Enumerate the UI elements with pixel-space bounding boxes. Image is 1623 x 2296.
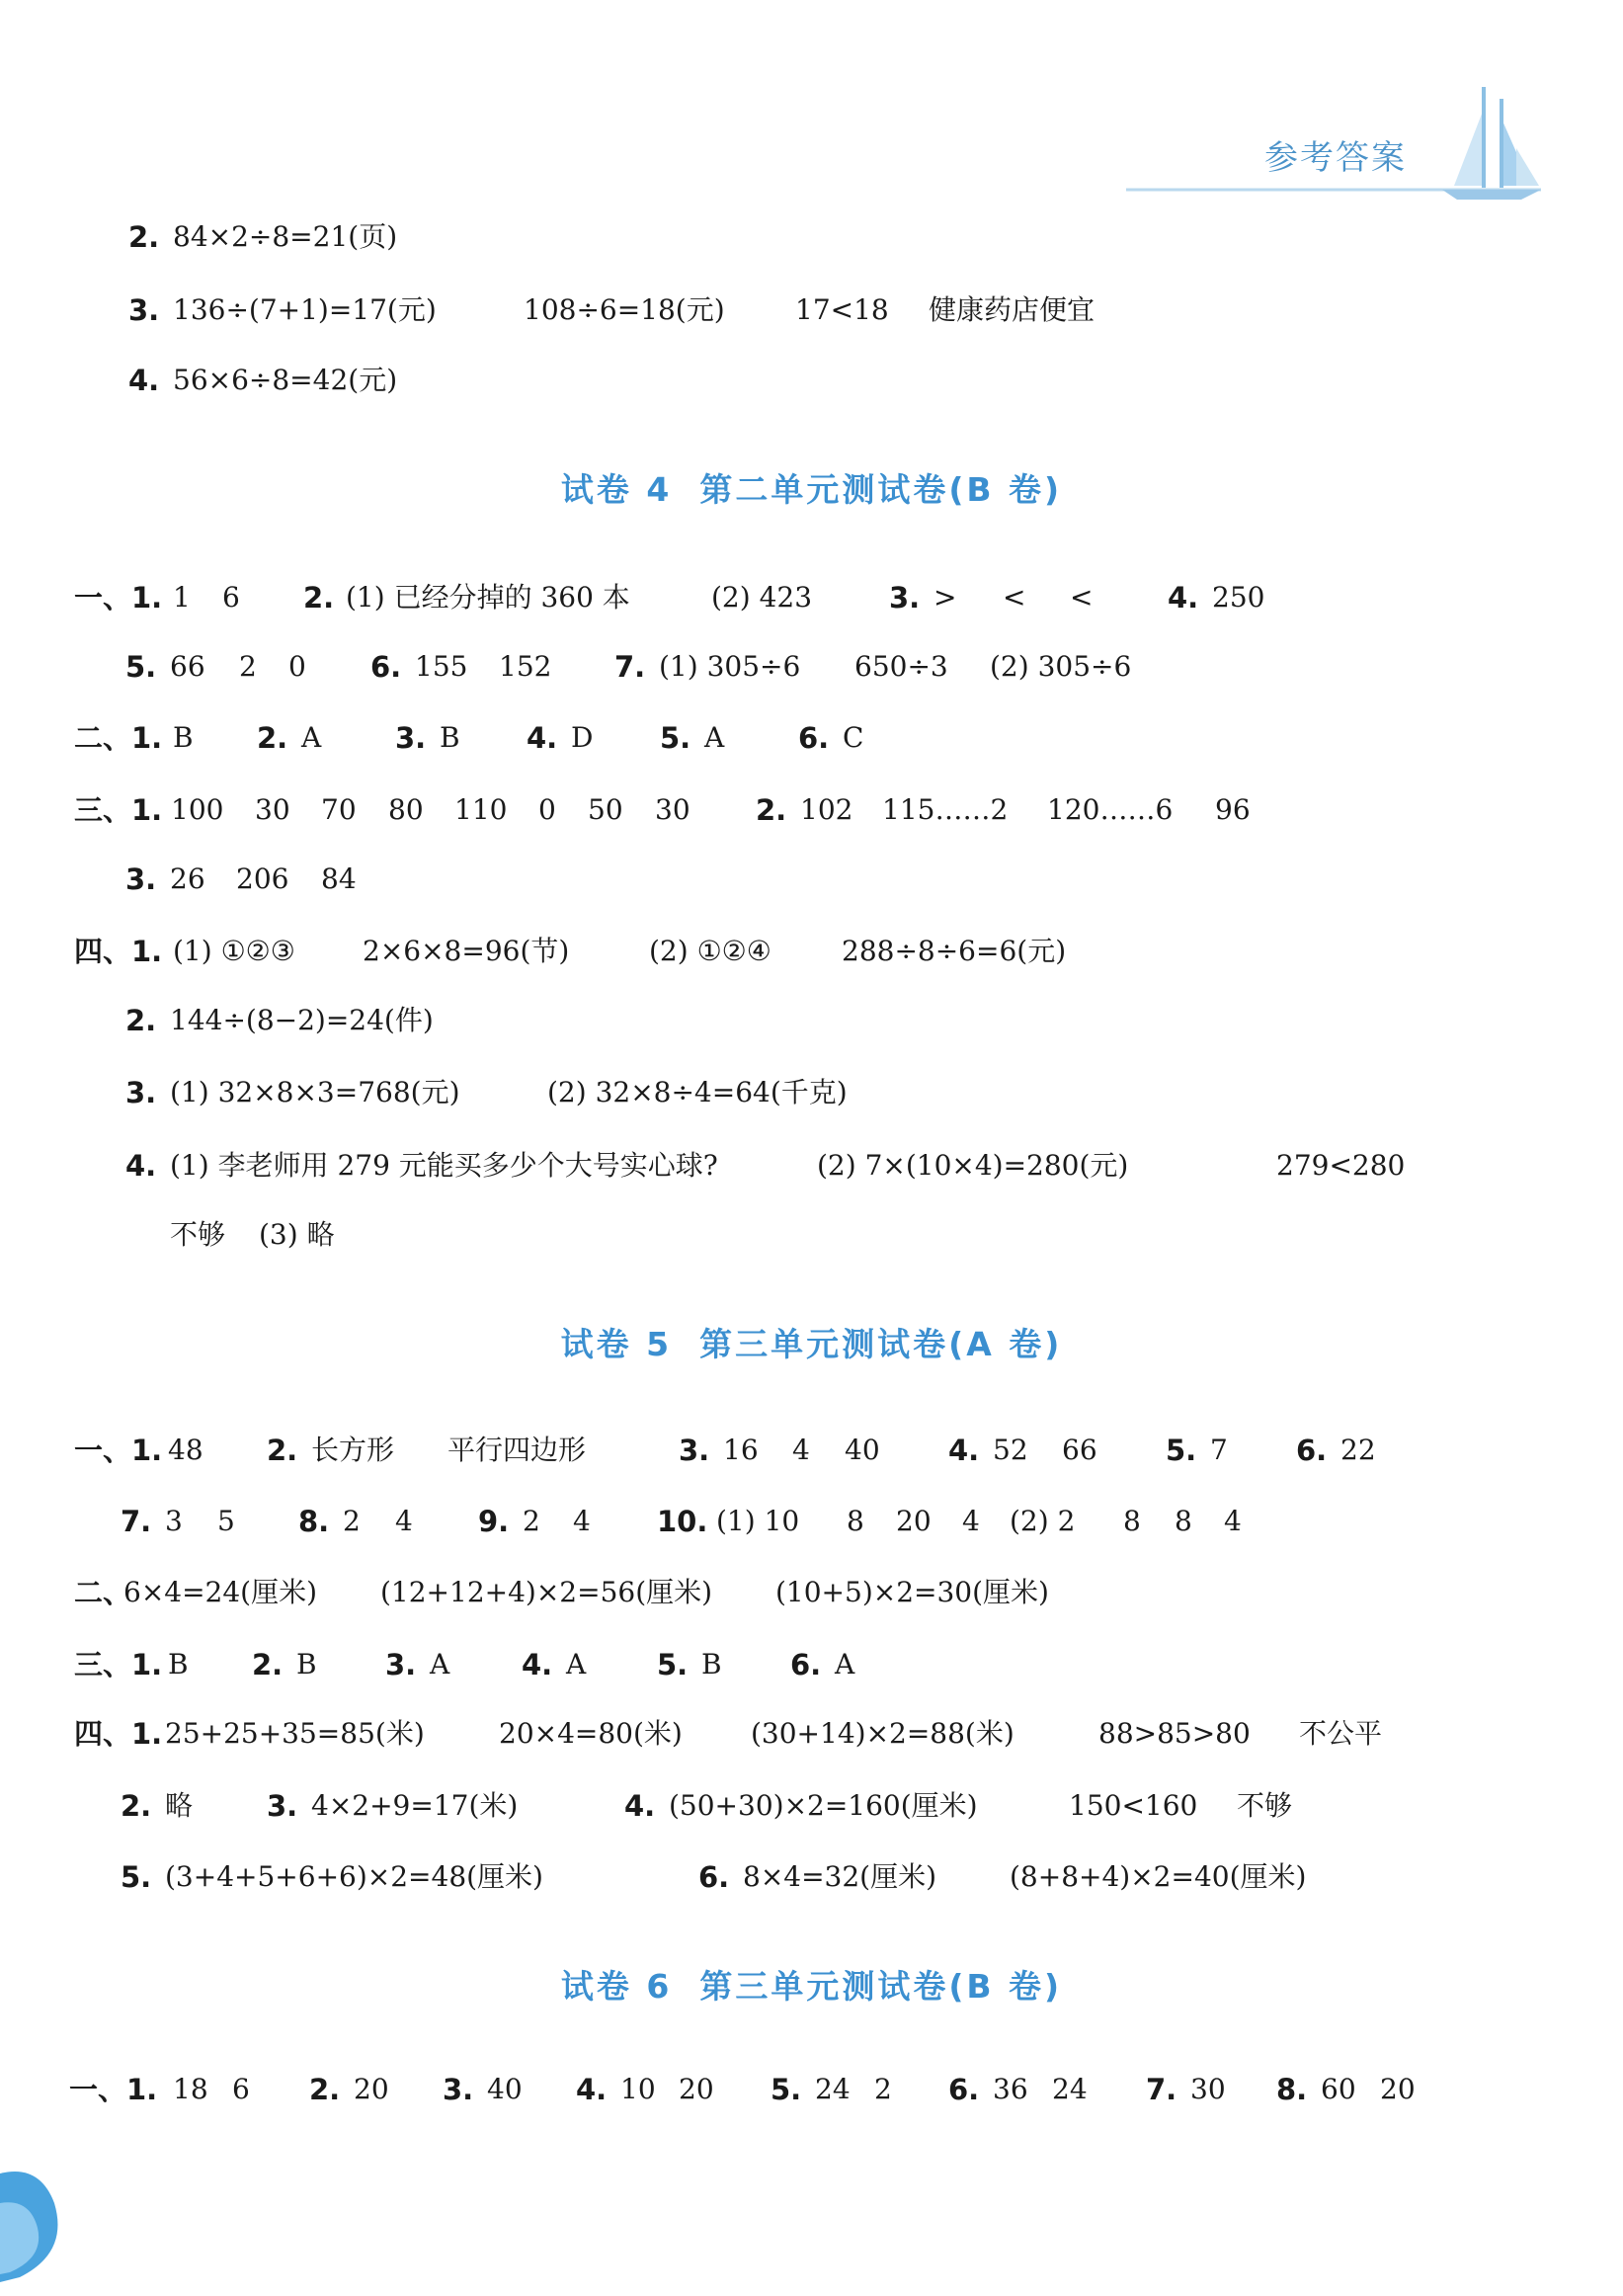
answer-text: 3 [165,1505,183,1537]
answer-text: 279<280 [1276,1149,1406,1182]
paper-title: 第三单元测试卷(B 卷) [699,1967,1063,2006]
answer-text: B [701,1648,722,1681]
answer-text: 6 [222,581,240,614]
answer-text: 66 [170,650,205,683]
question-number: 4. [522,1648,553,1681]
answer-text: 20 [354,2073,389,2105]
answer-text: (10+5)×2=30(厘米) [775,1576,1049,1608]
answer-text: (50+30)×2=160(厘米) [669,1789,978,1822]
answer-text: B [168,1648,189,1681]
answer-text: > [933,581,957,614]
answer-text: 4 [1224,1505,1242,1537]
answer-text: 4 [395,1505,413,1537]
answer-text: 2 [874,2073,892,2105]
question-number: 10. [657,1505,708,1538]
answer-text: 40 [487,2073,523,2105]
answer-text: 96 [1215,793,1251,826]
answer-text: 4 [573,1505,591,1537]
question-number: 二、 [74,1576,132,1609]
answer-text: (1) ①②③ [173,935,295,967]
section-heading [0,1961,1623,2008]
answer-text: 不够 [1237,1789,1293,1822]
answer-text: 8×4=32(厘米) [743,1860,937,1893]
answer-text: (2) 32×8÷4=64(千克) [547,1076,848,1108]
question-number: 3. [385,1648,417,1681]
answer-text: 8 [1123,1505,1141,1537]
question-number: 四、1. [74,1717,163,1751]
answer-text: 30 [655,793,690,826]
answer-text: 40 [845,1434,880,1466]
answer-text: 206 [236,862,289,895]
answer-text: (1) 305÷6 [659,650,801,683]
answer-text: 6×4=24(厘米) [123,1576,318,1608]
answer-text: 26 [170,862,205,895]
answer-text: 长方形 [311,1434,395,1466]
answer-text: (2) 2 [1010,1505,1076,1537]
answer-text: (2) 423 [711,581,813,614]
answer-text: 36 [993,2073,1028,2105]
answer-text: (2) 305÷6 [990,650,1132,683]
paper-number: 试卷 6 [560,1967,673,2006]
answer-text: 120……6 [1047,793,1174,826]
answer-text: 30 [255,793,290,826]
answer-text: 2×6×8=96(节) [363,935,570,967]
question-number: 6. [798,721,830,755]
question-number: 4. [527,721,558,755]
answer-text: 0 [538,793,556,826]
answer-text: 84 [321,862,357,895]
question-number: 3. [679,1434,710,1467]
answer-text: 5 [217,1505,235,1537]
answer-text: 4×2+9=17(米) [311,1789,519,1822]
question-number: 7. [121,1505,152,1538]
question-number: 一、1. [74,581,163,615]
answer-text: 50 [588,793,623,826]
section-heading [0,464,1623,511]
answer-text: 155 [415,650,468,683]
answer-text: (8+8+4)×2=40(厘米) [1010,1860,1307,1893]
answer-text: 102 [800,793,853,826]
answer-text: 48 [168,1434,203,1466]
answer-text: (1) 32×8×3=768(元) [170,1076,460,1108]
answer-text: (3) 略 [259,1218,335,1251]
answer-text: A [704,721,725,754]
question-number: 7. [614,650,646,684]
answer-text: 60 [1321,2073,1356,2105]
answer-text: 288÷8÷6=6(元) [842,935,1067,967]
question-number: 3. [395,721,427,755]
answer-text: 80 [388,793,424,826]
answer-text: 20×4=80(米) [499,1717,683,1750]
answer-text: 100 [171,793,224,826]
question-number: 4. [948,1434,980,1467]
answer-text: B [440,721,460,754]
answer-text: 136÷(7+1)=17(元) [173,293,437,326]
answer-text: 2 [343,1505,361,1537]
answer-text: (2) 7×(10×4)=280(元) [817,1149,1129,1182]
paper-number: 试卷 4 [560,470,673,509]
answer-text: 2 [523,1505,540,1537]
answer-text: 8 [847,1505,864,1537]
answer-text: 108÷6=18(元) [524,293,725,326]
answer-text: (30+14)×2=88(米) [751,1717,1014,1750]
question-number: 一、1. [69,2073,158,2106]
answer-text: 144÷(8−2)=24(件) [170,1004,434,1036]
question-number: 4. [1168,581,1199,615]
question-number: 4. [576,2073,608,2106]
answer-text: 不公平 [1299,1717,1383,1750]
answer-text: 20 [1380,2073,1416,2105]
answer-text: 110 [454,793,508,826]
question-number: 6. [370,650,402,684]
section-heading [0,1319,1623,1365]
answer-text: 17<18 [795,293,889,326]
question-number: 二、1. [74,721,163,755]
answer-text: B [296,1648,317,1681]
question-number: 三、1. [74,1648,163,1681]
question-number: 4. [624,1789,656,1823]
answer-text: C [843,721,864,754]
answer-text: 150<160 [1069,1789,1198,1822]
answer-text: 66 [1062,1434,1097,1466]
answer-text: 115……2 [882,793,1009,826]
answer-text: 6 [232,2073,250,2105]
answer-text: 略 [165,1789,194,1822]
question-number: 5. [125,650,157,684]
page-header [1106,79,1551,207]
question-number: 2. [303,581,335,615]
answer-text: 10 [620,2073,656,2105]
question-number: 一、1. [74,1434,163,1467]
question-number: 8. [298,1505,330,1538]
question-number: 5. [660,721,691,755]
answer-text: 70 [321,793,357,826]
answer-text: 250 [1212,581,1265,614]
question-number: 2. [125,1004,157,1037]
question-number: 5. [121,1860,152,1894]
wave-decoration-icon [0,2144,79,2282]
answer-text: < [1070,581,1094,614]
question-number: 6. [1296,1434,1328,1467]
paper-title: 第二单元测试卷(B 卷) [699,470,1063,509]
answer-text: 56×6÷8=42(元) [173,364,398,396]
answer-text: 650÷3 [854,650,948,683]
answer-text: 25+25+35=85(米) [165,1717,425,1750]
question-number: 3. [125,1076,157,1109]
question-number: 4. [125,1149,157,1183]
question-number: 3. [443,2073,474,2106]
answer-text: (1) 10 [716,1505,800,1537]
answer-text: B [173,721,194,754]
question-number: 5. [771,2073,802,2106]
answer-text: 24 [1052,2073,1088,2105]
answer-text: 1 [173,581,191,614]
answer-text: 152 [499,650,552,683]
question-number: 9. [478,1505,510,1538]
answer-text: 0 [288,650,306,683]
question-number: 2. [309,2073,341,2106]
answer-text: (12+12+4)×2=56(厘米) [380,1576,713,1608]
question-number: 6. [948,2073,980,2106]
question-number: 7. [1146,2073,1177,2106]
answer-text: D [571,721,594,754]
question-number: 2. [257,721,288,755]
answer-text: 20 [896,1505,932,1537]
answer-text: 不够 [170,1218,226,1251]
question-number: 四、1. [74,935,163,968]
answer-text: (1) 李老师用 279 元能买多少个大号实心球? [170,1149,718,1182]
answer-text: 84×2÷8=21(页) [173,220,398,253]
question-number: 4. [128,364,160,397]
answer-text: 88>85>80 [1098,1717,1251,1750]
answer-text: 2 [239,650,257,683]
question-number: 3. [128,293,160,327]
question-number: 3. [889,581,921,615]
question-number: 2. [121,1789,152,1823]
question-number: 3. [267,1789,298,1823]
question-number: 5. [657,1648,689,1681]
question-number: 6. [698,1860,730,1894]
question-number: 5. [1166,1434,1197,1467]
question-number: 3. [125,862,157,896]
answer-text: 7 [1210,1434,1228,1466]
question-number: 2. [252,1648,284,1681]
answer-text: 18 [173,2073,208,2105]
paper-number: 试卷 5 [560,1325,673,1363]
question-number: 2. [267,1434,298,1467]
question-number: 2. [128,220,160,254]
question-number: 三、1. [74,793,163,827]
answer-text: 52 [993,1434,1028,1466]
answer-text: 4 [962,1505,980,1537]
answer-text: 22 [1340,1434,1376,1466]
answer-text: 16 [723,1434,759,1466]
answer-text: A [430,1648,450,1681]
answer-text: 平行四边形 [447,1434,587,1466]
paper-title: 第三单元测试卷(A 卷) [699,1325,1063,1363]
question-number: 8. [1276,2073,1308,2106]
answer-text: A [301,721,322,754]
answer-text: 24 [815,2073,851,2105]
header-title: 参考答案 [1264,138,1407,178]
answer-text: 20 [679,2073,714,2105]
answer-text: 30 [1190,2073,1226,2105]
answer-text: (2) ①②④ [649,935,771,967]
answer-text: (3+4+5+6+6)×2=48(厘米) [165,1860,543,1893]
question-number: 6. [790,1648,822,1681]
question-number: 2. [756,793,787,827]
answer-text: < [1003,581,1026,614]
answer-text: 4 [792,1434,810,1466]
answer-text: A [566,1648,587,1681]
answer-text: 8 [1175,1505,1192,1537]
answer-text: 健康药店便宜 [929,293,1096,326]
answer-text: (1) 已经分掉的 360 本 [346,581,630,614]
answer-text: A [835,1648,855,1681]
